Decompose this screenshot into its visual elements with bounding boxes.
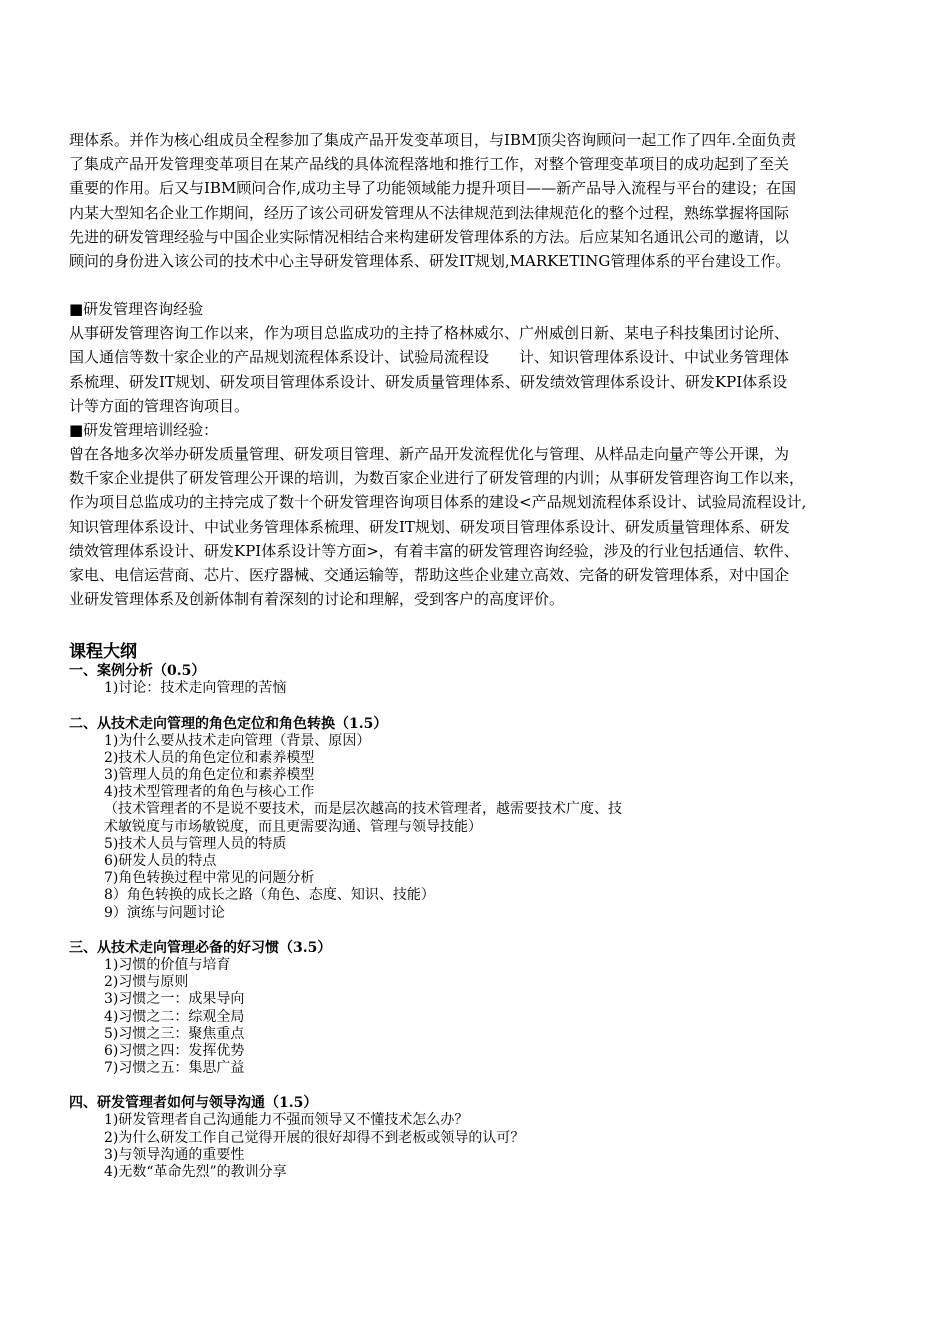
training-line: 家电、电信运营商、芯片、医疗器械、交通运输等，帮助这些企业建立高效、完备的研发管理体系，对中国企 xyxy=(69,566,790,585)
outline-item: 7)习惯之五：集思广益 xyxy=(104,1060,245,1077)
training-line: 作为项目总监成功的主持完成了数十个研发管理咨询项目体系的建设<产品规划流程体系设计、试验局流程设计, xyxy=(69,493,807,512)
bio-line: 先进的研发管理经验与中国企业实际情况相结合来构建研发管理体系的方法。后应某知名通讯公司的邀请，以 xyxy=(69,227,790,246)
outline-item: 1)为什么要从技术走向管理（背景、原因） xyxy=(104,732,371,749)
bio-line: 内某大型知名企业工作期间，经历了该公司研发管理从不法律规范到法律规范化的整个过程，熟练掌握将国际 xyxy=(69,203,790,222)
training-line: 曾在各地多次举办研发质量管理、研发项目管理、新产品开发流程优化与管理、从样品走向量产等公开课，为 xyxy=(69,445,790,464)
chapter-heading: 三、从技术走向管理必备的好习惯（3.5） xyxy=(69,939,332,956)
consulting-line: 系梳理、研发IT规划、研发项目管理体系设计、研发质量管理体系、研发绩效管理体系设计、研发KPI体系设 xyxy=(69,372,788,391)
consulting-section xyxy=(69,297,889,418)
bio-line: 重要的作用。后又与IBM顾问合作,成功主导了功能领域能力提升项目——新产品导入流程与平台的建设；在国 xyxy=(69,179,797,198)
outline-item: 术敏锐度与市场敏锐度，而且更需要沟通、管理与领导技能） xyxy=(104,818,482,835)
training-line: 业研发管理体系及创新体制有着深刻的讨论和理解，受到客户的高度评价。 xyxy=(69,590,565,609)
consulting-line: 国人通信等数十家企业的产品规划流程体系设计、试验局流程设 计、知识管理体系设计、中试业务管理体 xyxy=(69,348,790,367)
chapter-heading: 二、从技术走向管理的角色定位和角色转换（1.5） xyxy=(69,715,388,732)
training-section xyxy=(69,418,889,611)
outline-item: 2)为什么研发工作自己觉得开展的很好却得不到老板或领导的认可？ xyxy=(104,1129,525,1146)
outline-item: 4)习惯之二：综观全局 xyxy=(104,1008,245,1025)
document-page xyxy=(69,128,889,1181)
outline-item: 4)技术型管理者的角色与核心工作 xyxy=(104,784,315,801)
chapter-heading: 一、案例分析（0.5） xyxy=(69,663,206,680)
outline-item: 7)角色转换过程中常见的问题分析 xyxy=(104,870,315,887)
training-line: 知识管理体系设计、中试业务管理体系梳理、研发IT规划、研发项目管理体系设计、研发质量管理体系、研发 xyxy=(69,517,790,536)
outline-item: 5)习惯之三：聚焦重点 xyxy=(104,1025,245,1042)
bio-line: 理体系。并作为核心组成员全程参加了集成产品开发变革项目，与IBM顶尖咨询顾问一起工作了四年.全面负责 xyxy=(69,131,797,149)
training-line: 绩效管理体系设计、研发KPI体系设计等方面>，有着丰富的研发管理咨询经验，涉及的行业包括通信、软件、 xyxy=(69,541,799,560)
outline-item: 2)习惯与原则 xyxy=(104,974,189,991)
training-heading: ■研发管理培训经验： xyxy=(69,421,219,440)
outline-item: 2)技术人员的角色定位和素养模型 xyxy=(104,749,315,766)
outline-title: 课程大纲 xyxy=(69,642,137,663)
outline-item: 1)讨论：技术走向管理的苦恼 xyxy=(104,680,287,697)
consulting-line: 从事研发管理咨询工作以来，作为项目总监成功的主持了格林威尔、广州威创日新、某电子科技集团讨论所、 xyxy=(69,324,790,343)
bio-line: 顾问的身份进入该公司的技术中心主导研发管理体系、研发IT规划,MARKETING管理体系的平台建设工作。 xyxy=(69,252,791,271)
course-outline xyxy=(69,641,889,1181)
consulting-heading: ■研发管理咨询经验 xyxy=(69,300,204,319)
outline-item: 6)研发人员的特点 xyxy=(104,853,217,870)
outline-item: 5)技术人员与管理人员的特质 xyxy=(104,835,287,852)
training-line: 数千家企业提供了研发管理公开课的培训，为数百家企业进行了研发管理的内训；从事研发管理咨询工作以来， xyxy=(69,469,805,488)
outline-item: 6)习惯之四：发挥优势 xyxy=(104,1042,245,1059)
consulting-line: 计等方面的管理咨询项目。 xyxy=(69,396,250,415)
outline-item: 3)管理人员的角色定位和素养模型 xyxy=(104,767,315,784)
outline-item: （技术管理者的不是说不要技术，而是层次越高的技术管理者，越需要技术广度、技 xyxy=(104,801,622,818)
outline-item: 3)与领导沟通的重要性 xyxy=(104,1146,245,1163)
outline-item: 4)无数“革命先烈”的教训分享 xyxy=(104,1163,287,1180)
outline-item: 9）演练与问题讨论 xyxy=(104,904,225,921)
outline-item: 8）角色转换的成长之路（角色、态度、知识、技能） xyxy=(104,887,435,904)
outline-item: 3)习惯之一：成果导向 xyxy=(104,991,245,1008)
outline-item: 1)研发管理者自己沟通能力不强而领导又不懂技术怎么办？ xyxy=(104,1112,469,1129)
bio-paragraph xyxy=(69,128,889,273)
outline-item: 1)习惯的价值与培育 xyxy=(104,956,231,973)
bio-line: 了集成产品开发管理变革项目在某产品线的具体流程落地和推行工作，对整个管理变革项目的成功起到了至关 xyxy=(69,155,790,174)
chapter-heading: 四、研发管理者如何与领导沟通（1.5） xyxy=(69,1095,318,1112)
